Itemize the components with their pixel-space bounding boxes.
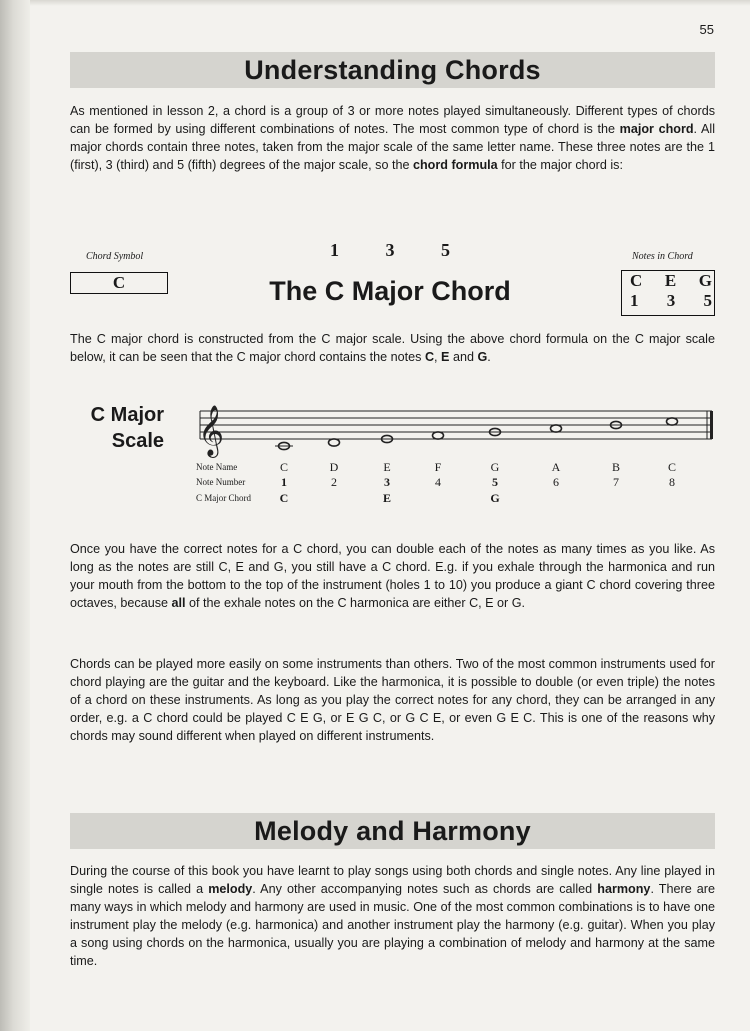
note-number: 3: [384, 475, 390, 489]
music-staff: [190, 395, 720, 460]
note-number: 6: [553, 475, 559, 489]
construction-text-4: .: [487, 350, 491, 364]
melody-text-1: During the course of this book you have learnt to play songs using both chords and single notes. Any line played in single notes is called a: [70, 864, 715, 896]
double-bold-all: all: [171, 596, 186, 610]
construction-text-3: and: [449, 350, 478, 364]
top-edge-shadow: [30, 0, 750, 6]
chord-degree: 5: [703, 291, 712, 310]
formula-degree-5: 5: [441, 240, 450, 260]
intro-text-1: As mentioned in lesson 2, a chord is a group of 3 or more notes played simultaneously. Different types of chords can be formed by using different combinations of notes. The most common type of chord is the: [70, 104, 715, 136]
chord-note-marker: E: [382, 491, 391, 505]
chord-symbol-label: Chord Symbol: [86, 251, 144, 262]
scale-label-line-2: Scale: [111, 430, 164, 452]
double-text-1: Once you have the correct notes for a C chord, you can double each of the notes as many times as you like. As long as the notes are still C, E and G, you still have a C chord. E.g. if you exhale through the harmonica and run your mouth from the bottom to the top of the instrument (holes 1 to 10) you produce a giant C chord covering three octaves, because: [70, 542, 715, 610]
double-text-2: of the exhale notes on the C harmonica are either C, E or G.: [185, 596, 526, 610]
note-name: B: [611, 460, 620, 474]
book-spine-shadow: [0, 0, 30, 1031]
note-name: G: [490, 460, 500, 474]
note-number: 4: [435, 475, 441, 489]
whole-note-2: [329, 439, 340, 446]
note-name: F: [434, 460, 442, 474]
intro-bold-chord-formula: chord formula: [412, 158, 498, 172]
note-number-row-label: Note Number: [196, 477, 246, 487]
treble-clef-icon: 𝄞: [198, 405, 225, 456]
note-number: 5: [492, 475, 498, 489]
chord-note-marker: G: [490, 491, 500, 505]
note-number: 2: [331, 475, 337, 489]
chord-degree: 3: [666, 291, 676, 310]
intro-text-3: for the major chord is:: [497, 158, 623, 172]
melody-harmony-paragraph: [70, 862, 715, 970]
whole-note-6: [551, 425, 562, 432]
note-name-row-label: Note Name: [196, 462, 238, 472]
note-name: C: [279, 460, 288, 474]
notes-in-chord-box: [621, 270, 715, 316]
chord-symbol-box: [70, 272, 168, 294]
notes-in-chord-label: Notes in Chord: [632, 251, 693, 262]
chord-degree: 1: [630, 291, 639, 310]
section-heading-melody-harmony: [70, 813, 715, 849]
construction-paragraph: [70, 330, 715, 366]
section-heading-understanding-chords: [70, 52, 715, 88]
construction-text-1: The C major chord is constructed from the C major scale. Using the above chord formula on the C major scale below, it can be seen that the C major chord contains the notes: [70, 332, 715, 364]
double-notes-paragraph: [70, 540, 715, 612]
instruments-paragraph: Chords can be played more easily on some instruments than others. Two of the most common instruments used for chord playing are the guitar and the keyboard. Like the harmonica, it is possible to double (or even triple) the notes of a chord on these instruments. As long as you play the correct notes for any chord, they can be arranged in any order, e.g. a C chord could be played C E G, or E G C, or G C E, or even G E C. This is one of the reasons why chords may sound different when played on different instruments.: [70, 657, 715, 743]
chord-note: E: [664, 271, 677, 290]
chord-note-marker: C: [279, 491, 289, 505]
section-title: Melody and Harmony: [254, 815, 531, 846]
chord-symbol: C: [112, 273, 126, 292]
note-number: 7: [613, 475, 619, 489]
whole-note-8: [667, 418, 678, 425]
formula-degree-3: 3: [385, 240, 395, 260]
note-name: D: [329, 460, 339, 474]
staff-lines: [200, 411, 712, 439]
construction-bold-e: E: [441, 350, 450, 364]
chord-row-label: C Major Chord: [196, 493, 251, 503]
note-number: 8: [669, 475, 675, 489]
note-name: A: [551, 460, 561, 474]
page-number: 55: [699, 22, 714, 37]
construction-bold-c: C: [424, 350, 435, 364]
intro-text-2: . All major chords contain three notes, taken from the major scale of the same letter name. These three notes are the 1 (first), 3 (third) and 5 (fifth) degrees of the major scale, so the: [70, 122, 715, 172]
construction-bold-g: G: [477, 350, 488, 364]
chord-note: C: [630, 271, 643, 290]
intro-bold-major-chord: major chord: [619, 122, 694, 136]
note-name: E: [383, 460, 391, 474]
construction-text-2: ,: [434, 350, 442, 364]
melody-bold-melody: melody: [208, 882, 253, 896]
notes-row: [622, 271, 714, 291]
chord-formula: [330, 240, 450, 261]
whole-note-4: [433, 432, 444, 439]
note-name: C: [667, 460, 676, 474]
scale-label-line-1: C Major: [90, 404, 164, 426]
end-barline-thick: [710, 411, 713, 439]
melody-text-3: . There are many ways in which melody and harmony are used in music. One of the most common combinations is to have one instrument play the melody (e.g. harmonica) and another instrument play the harmony (e.g. guitar). When you play a song using chords on the harmonica, usually you are playing a combination of melody and harmony at the same time.: [70, 882, 715, 968]
melody-bold-harmony: harmony: [597, 882, 651, 896]
melody-text-2: . Any other accompanying notes such as chords are called: [252, 882, 598, 896]
degrees-row: [622, 291, 714, 311]
formula-degree-1: 1: [330, 240, 339, 260]
intro-paragraph: [70, 102, 715, 174]
scale-label: [70, 402, 164, 454]
chord-title: The C Major Chord: [269, 276, 511, 306]
scale-notes: [279, 418, 678, 450]
chord-note: G: [698, 271, 712, 290]
note-number: 1: [281, 475, 287, 489]
section-title: Understanding Chords: [244, 54, 541, 85]
